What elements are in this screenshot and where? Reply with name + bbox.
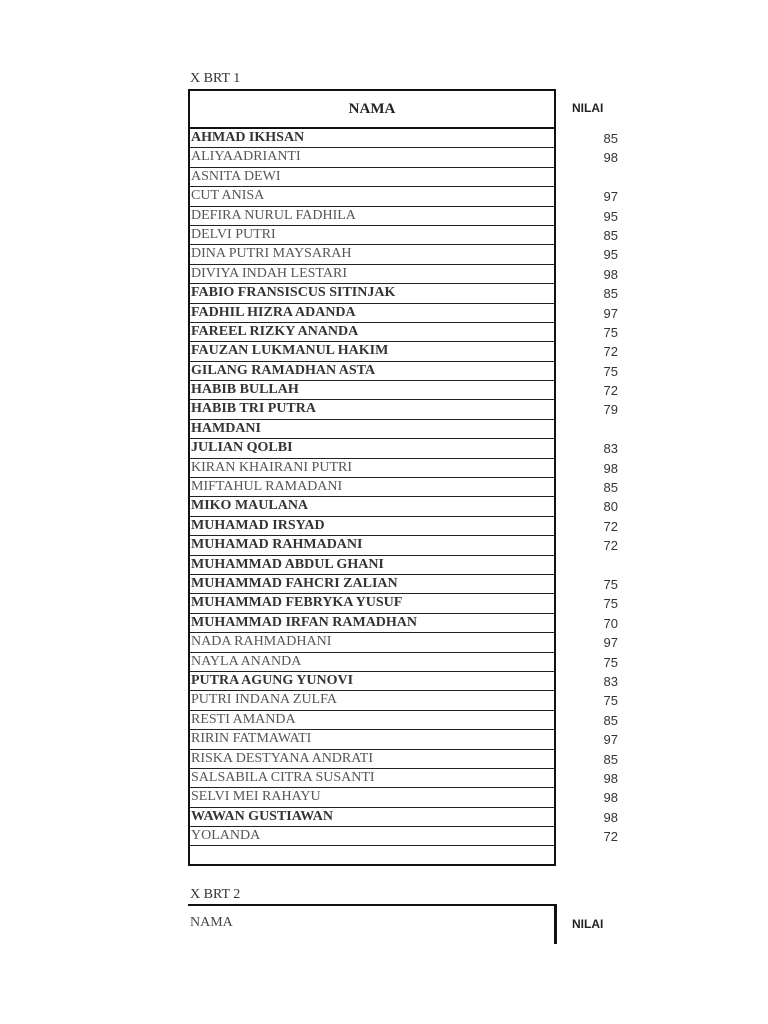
nama-column-header: NAMA [190,91,554,129]
student-name: FABIO FRANSISCUS SITINJAK [190,284,554,303]
nilai-value: 98 [603,150,618,166]
nilai-value: 75 [603,324,618,340]
student-name: HAMDANI [190,420,554,439]
student-name: SELVI MEI RAHAYU [190,788,554,807]
student-name: MUHAMAD IRSYAD [190,517,554,536]
student-name: NADA RAHMADHANI [190,633,554,652]
nilai-value: 79 [603,402,618,418]
section-title-2: X BRT 2 [190,887,241,902]
nilai-value: 95 [603,247,618,263]
student-name: MUHAMMAD FEBRYKA YUSUF [190,594,554,613]
nilai-value: 98 [603,460,618,476]
student-table [188,89,556,866]
nilai-values [580,129,618,846]
nilai-value: 98 [603,266,618,282]
nilai-value: 72 [603,538,618,554]
student-name: ALIYAADRIANTI [190,148,554,167]
nilai-value [580,556,618,575]
nama-column-header-2: NAMA [190,915,233,930]
nilai-value: 98 [603,809,618,825]
nilai-value [580,420,618,439]
nilai-value: 98 [603,770,618,786]
student-rows [190,129,554,866]
nilai-value: 80 [603,499,618,515]
nilai-value: 75 [603,693,618,709]
student-name: DIVIYA INDAH LESTARI [190,265,554,284]
student-name: RIRIN FATMAWATI [190,730,554,749]
nilai-value: 85 [603,751,618,767]
student-name: ASNITA DEWI [190,168,554,187]
student-name: MIKO MAULANA [190,497,554,516]
nilai-value: 72 [603,829,618,845]
nilai-value: 83 [603,673,618,689]
nilai-value: 75 [603,654,618,670]
student-name: FAREEL RIZKY ANANDA [190,323,554,342]
nilai-value [580,168,618,187]
student-name: DINA PUTRI MAYSARAH [190,245,554,264]
student-name: NAYLA ANANDA [190,653,554,672]
student-name: DELVI PUTRI [190,226,554,245]
student-name: PUTRA AGUNG YUNOVI [190,672,554,691]
student-name: WAWAN GUSTIAWAN [190,808,554,827]
student-name: JULIAN QOLBI [190,439,554,458]
nilai-column-header: NILAI [572,101,604,115]
nilai-column-header-2: NILAI [572,917,604,931]
nilai-value: 95 [603,208,618,224]
student-name: RESTI AMANDA [190,711,554,730]
nilai-value: 72 [603,344,618,360]
nilai-value: 75 [603,576,618,592]
student-name: KIRAN KHAIRANI PUTRI [190,459,554,478]
student-name: MIFTAHUL RAMADANI [190,478,554,497]
student-name: HABIB BULLAH [190,381,554,400]
student-name: HABIB TRI PUTRA [190,400,554,419]
student-name: CUT ANISA [190,187,554,206]
nilai-value: 97 [603,635,618,651]
nilai-value: 97 [603,732,618,748]
student-name: MUHAMMAD ABDUL GHANI [190,556,554,575]
nilai-value: 85 [603,286,618,302]
student-name: GILANG RAMADHAN ASTA [190,362,554,381]
student-name: FADHIL HIZRA ADANDA [190,304,554,323]
section-title: X BRT 1 [190,71,241,86]
nilai-value: 85 [603,227,618,243]
nilai-value: 72 [603,518,618,534]
student-name: AHMAD IKHSAN [190,129,554,148]
nilai-value: 98 [603,790,618,806]
student-name: SALSABILA CITRA SUSANTI [190,769,554,788]
student-name: DEFIRA NURUL FADHILA [190,207,554,226]
student-name: MUHAMAD RAHMADANI [190,536,554,555]
table-2-top-border [188,904,557,906]
nilai-value: 75 [603,596,618,612]
nilai-value: 70 [603,615,618,631]
student-name: PUTRI INDANA ZULFA [190,691,554,710]
student-name [190,846,554,865]
nilai-value: 83 [603,441,618,457]
nilai-value: 97 [603,305,618,321]
student-name: YOLANDA [190,827,554,846]
student-name: MUHAMMAD IRFAN RAMADHAN [190,614,554,633]
table-2-right-border [554,904,557,944]
student-name: RISKA DESTYANA ANDRATI [190,750,554,769]
nilai-value: 85 [603,712,618,728]
student-name: MUHAMMAD FAHCRI ZALIAN [190,575,554,594]
nilai-value: 97 [603,189,618,205]
student-name: FAUZAN LUKMANUL HAKIM [190,342,554,361]
nilai-value: 75 [603,363,618,379]
nilai-value: 85 [603,131,618,146]
nilai-value: 72 [603,383,618,399]
nilai-value: 85 [603,480,618,496]
